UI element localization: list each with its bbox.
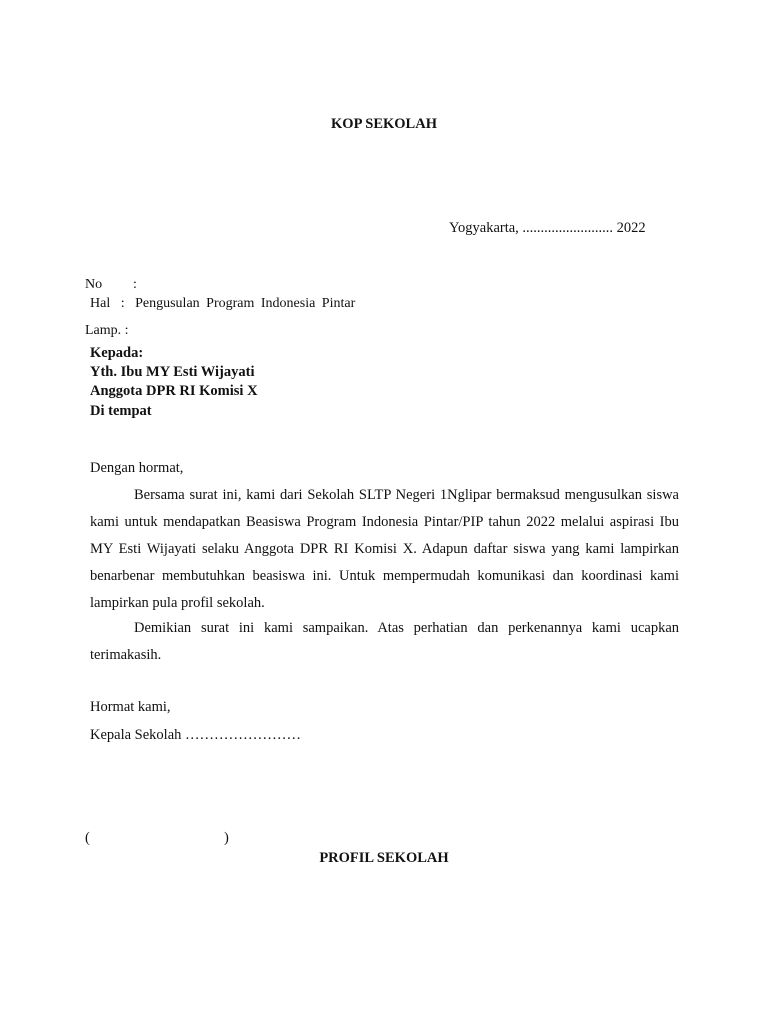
meta-lamp: Lamp. : (85, 323, 129, 338)
salutation: Dengan hormat, (90, 460, 184, 476)
meta-no (85, 277, 102, 293)
letterhead-title: KOP SEKOLAH (331, 116, 437, 132)
recipient-name: Yth. Ibu MY Esti Wijayati (90, 364, 255, 380)
no-separator: : (133, 277, 137, 292)
place-date: Yogyakarta, ......................... 2022 (449, 220, 646, 236)
meta-hal (90, 296, 355, 312)
signature-open-paren: ( (85, 830, 90, 846)
profile-heading: PROFIL SEKOLAH (319, 850, 449, 866)
body-paragraph-1-text: Bersama surat ini, kami dari Sekolah SLTP Negeri 1Nglipar bermaksud mengusulkan siswa kami untuk mendapatkan Beasiswa Program Indonesia Pintar/PIP tahun 2022 melalui aspirasi Ibu MY Esti Wijayati selaku Anggota DPR RI Komisi X. Adapun daftar siswa yang kami lampirkan benarbenar membutuhkan beasiswa ini. Untuk mempermudah komunikasi dan koordinasi kami lampirkan pula profil sekolah. (90, 487, 679, 611)
hal-value: Pengusulan Program Indonesia Pintar (135, 296, 356, 311)
recipient-position: Anggota DPR RI Komisi X (90, 383, 258, 399)
body-paragraph-2-text: Demikian surat ini kami sampaikan. Atas perhatian dan perkenannya kami ucapkan terimakasih. (90, 620, 679, 663)
hal-separator: : (120, 296, 125, 311)
recipient-place: Di tempat (90, 403, 152, 419)
signature-close-paren: ) (224, 830, 229, 846)
closing-signer: Kepala Sekolah …………………… (90, 727, 302, 743)
recipient-kepada: Kepada: (90, 345, 144, 361)
no-label: No (85, 277, 103, 292)
hal-label: Hal (90, 296, 111, 311)
closing-regards: Hormat kami, (90, 699, 171, 715)
body-paragraph-1 (90, 482, 679, 617)
body-paragraph-2 (90, 615, 679, 669)
